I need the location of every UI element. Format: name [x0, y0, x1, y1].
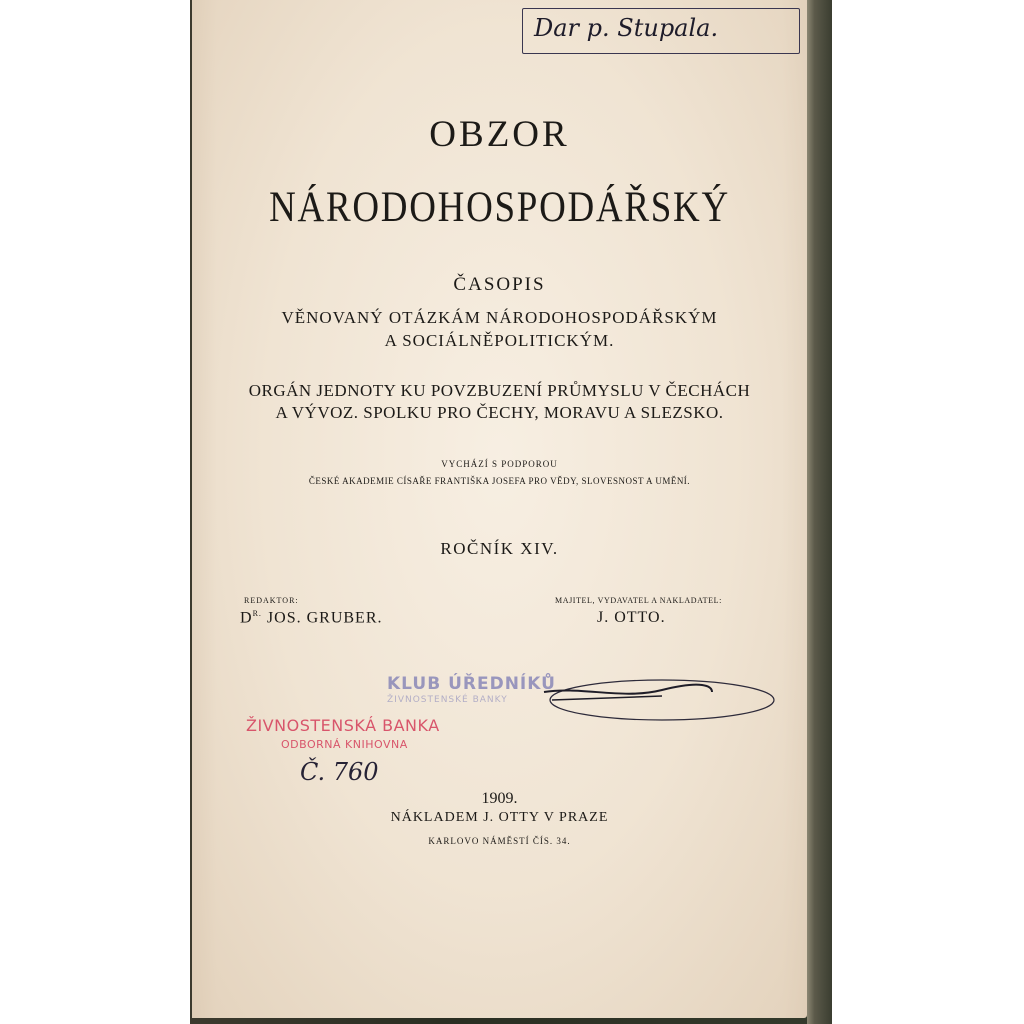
publisher-label: MAJITEL, VYDAVATEL A NAKLADATEL:: [555, 596, 722, 605]
publication-year: 1909.: [481, 790, 518, 807]
publisher-address: KARLOVO NÁMĚSTÍ ČÍS. 34.: [428, 836, 571, 846]
editor-title-prefix: D: [240, 609, 253, 627]
organ-line-1: ORGÁN JEDNOTY KU POVZBUZENÍ PRŮMYSLU V ČECHÁCH: [248, 381, 751, 400]
editor-label: REDAKTOR:: [244, 596, 299, 605]
subtitle-line-2: A SOCIÁLNĚPOLITICKÝM.: [384, 331, 615, 350]
stamp-strike-marks: [192, 0, 807, 1018]
title-page: [192, 0, 807, 1018]
publisher-imprint: NÁKLADEM J. OTTY V PRAZE: [390, 810, 609, 825]
support-line-2: ČESKÉ AKADEMIE CÍSAŘE FRANTIŠKA JOSEFA PRO VĚDY, SLOVESNOST A UMĚNÍ.: [308, 476, 691, 486]
support-line-1: VYCHÁZÍ S PODPOROU: [441, 459, 558, 469]
call-number: Č. 760: [300, 758, 379, 786]
journal-title-main: NÁRODOHOSPODÁŘSKÝ: [269, 184, 730, 231]
donation-note: Dar p. Stupala.: [534, 14, 719, 42]
editor-name-text: JOS. GRUBER.: [266, 609, 383, 627]
journal-type: ČASOPIS: [453, 274, 546, 295]
strike-oval: [550, 680, 774, 720]
organ-line-2: A VÝVOZ. SPOLKU PRO ČECHY, MORAVU A SLEZSKO.: [275, 403, 724, 422]
volume-number: ROČNÍK XIV.: [440, 539, 559, 558]
club-stamp-sub: ŽIVNOSTENSKÉ BANKY: [387, 695, 508, 705]
bank-stamp: ŽIVNOSTENSKÁ BANKA: [246, 716, 440, 735]
book-cover-edge: [807, 0, 832, 1024]
editor-title-sup: R.: [252, 609, 262, 618]
strike-line: [552, 696, 662, 700]
subtitle-line-1: VĚNOVANÝ OTÁZKÁM NÁRODOHOSPODÁŘSKÝM: [281, 308, 718, 327]
publisher-name: J. OTTO.: [597, 609, 666, 626]
journal-title: OBZOR: [429, 114, 570, 155]
bank-stamp-sub: ODBORNÁ KNIHOVNA: [281, 738, 408, 751]
club-stamp: KLUB ÚŘEDNÍKŮ: [387, 674, 556, 694]
